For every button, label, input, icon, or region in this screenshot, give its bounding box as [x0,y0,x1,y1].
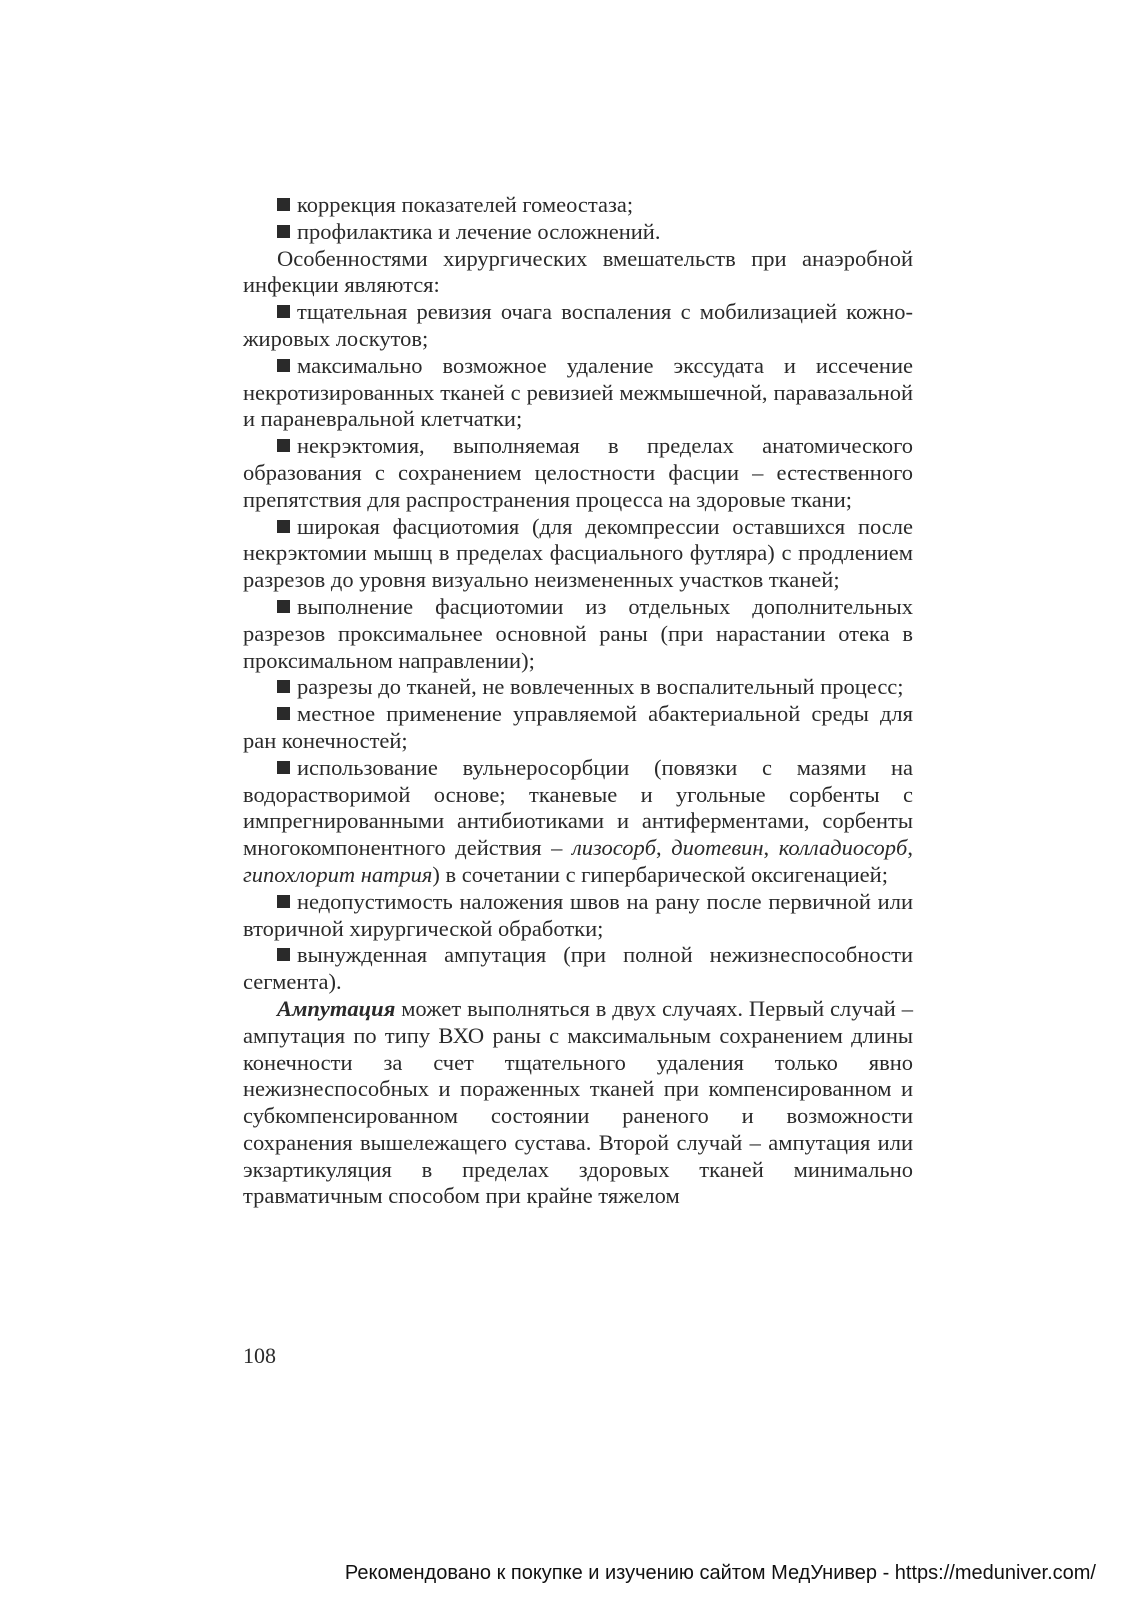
page-body [243,192,913,1210]
square-bullet-icon [277,520,290,533]
amputation-paragraph: Ампутация может выполняться в двух случаях. Первый случай – ампутация по типу ВХО раны с максимальным сохранением длины конечности за счет тщательного удаления только явно нежизнеспособных и пораженных тканей при компенсированном и субкомпенсированном состоянии раненого и возможности сохранения вышележащего сустава. Второй случай – ампутация или экзартикуляция в пределах здоровых тканей минимально травматичным способом при крайне тяжелом [243,995,913,1209]
square-bullet-icon [277,948,290,961]
list-item: вынужденная ампутация (при полной нежизнеспособности сегмента). [243,942,913,995]
intro-paragraph: Особенностями хирургических вмешательств при анаэробной инфекции являются: [243,245,913,298]
square-bullet-icon [277,600,290,613]
square-bullet-icon [277,895,290,908]
list-item: тщательная ревизия очага воспаления с мобилизацией кожно-жировых лоскутов; [243,299,913,351]
list-item: недопустимость наложения швов на рану после первичной или вторичной хирургической обработки; [243,888,913,941]
footer-recommendation: Рекомендовано к покупке и изучению сайтом МедУнивер - https://meduniver.com/ [344,1562,1096,1584]
square-bullet-icon [277,359,290,372]
list-item: коррекция показателей гомеостаза; [243,192,913,219]
drug-name: гипохлорит натрия [243,861,433,887]
drug-name: диотевин [671,835,764,861]
list-item: максимально возможное удаление экссудата и иссечение некротизированных тканей с ревизией межмышечной, паравазальной и параневральной клетчатки; [243,352,913,432]
square-bullet-icon [277,761,290,774]
list-item: широкая фасциотомия (для декомпрессии оставшихся после некрэктомии мышц в пределах фасциального футляра) с продлением разрезов до уровня визуально неизмененных участков тканей; [243,513,913,593]
amputation-term: Ампутация [277,995,396,1021]
list-item: местное применение управляемой абактериальной среды для ран конечностей; [243,701,913,753]
square-bullet-icon [277,305,290,318]
page-number: 108 [243,1343,276,1368]
list-item: некрэктомия, выполняемая в пределах анатомического образования с сохранением целостности фасции – естественного препятствия для распространения процесса на здоровые ткани; [243,433,913,512]
square-bullet-icon [277,680,290,693]
list-item-sorption: использование вульнеросорбции (повязки с мазями на водорастворимой основе; тканевые и угольные сорбенты с импрегнированными антибиотиками и антиферментами, сорбенты многокомпонентного действия – лизосорб, диотевин, колладиосорб, гипохлорит натрия) в сочетании с гипербарической оксигенацией; [243,754,913,887]
drug-name: лизосорб [571,835,657,861]
square-bullet-icon [277,225,290,238]
list-item: выполнение фасциотомии из отдельных дополнительных разрезов проксимальнее основной раны (при нарастании отека в проксимальном направлении); [243,593,913,673]
square-bullet-icon [277,439,290,452]
drug-name: колладиосорб [778,835,908,861]
square-bullet-icon [277,198,290,211]
list-item: разрезы до тканей, не вовлеченных в воспалительный процесс; [243,674,913,701]
list-item: профилактика и лечение осложнений. [243,219,913,246]
square-bullet-icon [277,707,290,720]
